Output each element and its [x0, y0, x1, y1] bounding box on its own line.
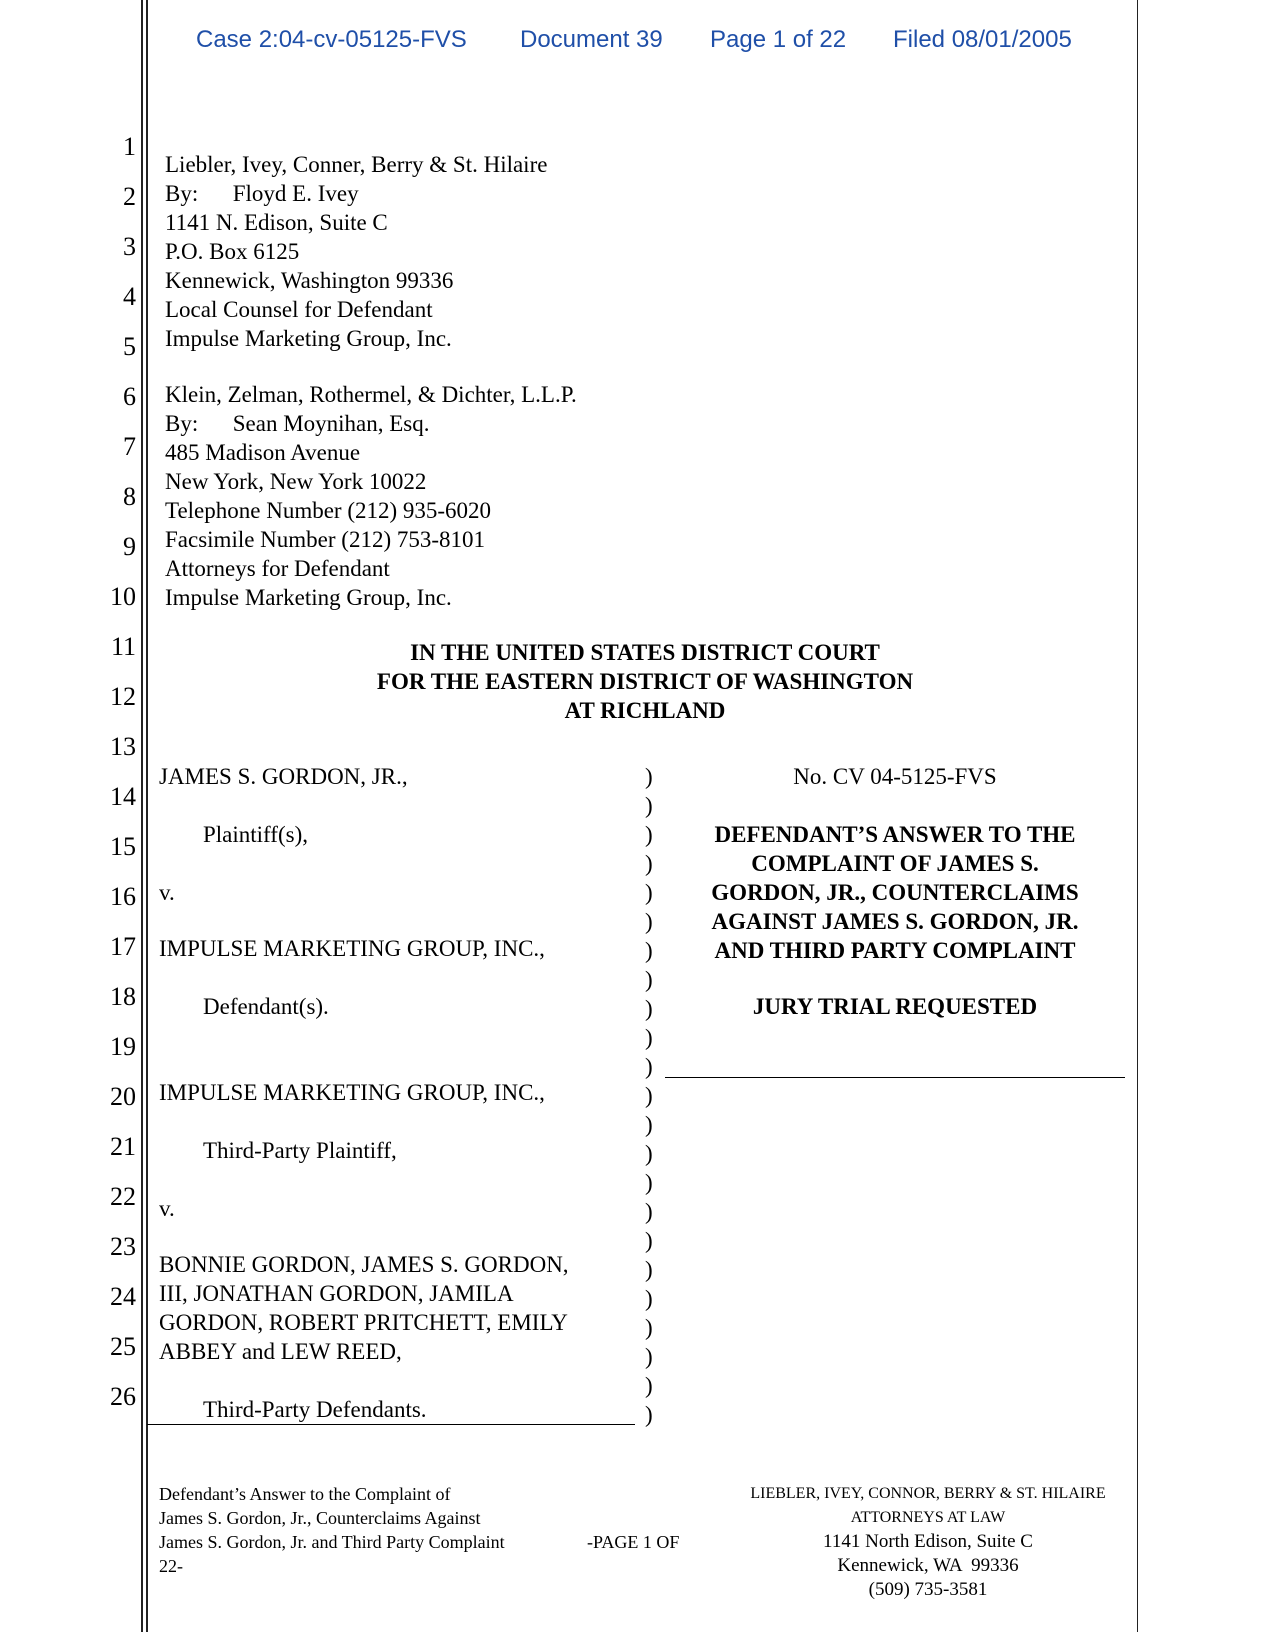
document-title-line: GORDON, JR., COUNTERCLAIMS — [711, 880, 1079, 905]
line-number: 2 — [123, 182, 136, 211]
third-party-defendants-line: III, JONATHAN GORDON, JAMILA — [159, 1281, 514, 1306]
footer-firm-city: Kennewick, WA 99336 — [837, 1555, 1019, 1576]
versus-1: v. — [159, 880, 175, 905]
footer-firm-phone: (509) 735-3581 — [868, 1579, 988, 1600]
caption-paren: ) — [645, 1373, 653, 1398]
right-margin-rule — [1137, 0, 1138, 1632]
caption-paren: ) — [645, 909, 653, 934]
footer-left-line: Defendant’s Answer to the Complaint of — [159, 1484, 451, 1504]
title-bottom-rule — [665, 1077, 1125, 1078]
caption-paren: ) — [645, 938, 653, 963]
caption-bottom-rule — [147, 1424, 635, 1425]
line-number: 1 — [123, 132, 136, 161]
court-district: FOR THE EASTERN DISTRICT OF WASHINGTON — [376, 669, 914, 694]
caption-paren: ) — [645, 1199, 653, 1224]
counsel-client: Impulse Marketing Group, Inc. — [165, 585, 452, 610]
document-title — [665, 820, 1125, 965]
court-heading — [345, 638, 945, 725]
line-number: 4 — [123, 282, 136, 311]
caption-paren: ) — [645, 851, 653, 876]
document-title-line: COMPLAINT OF JAMES S. — [751, 851, 1039, 876]
footer-firm-info — [728, 1482, 1128, 1602]
counsel-firm: Klein, Zelman, Rothermel, & Dichter, L.L.P. — [165, 382, 577, 407]
case-number: No. CV 04-5125-FVS — [793, 764, 997, 789]
caption-paren: ) — [645, 764, 653, 789]
line-number: 8 — [123, 482, 136, 511]
line-number: 13 — [110, 732, 136, 761]
caption-paren: ) — [645, 822, 653, 847]
counsel-city: Kennewick, Washington 99336 — [165, 268, 454, 293]
line-number: 16 — [110, 882, 136, 911]
line-number: 6 — [123, 382, 136, 411]
plaintiff-role: Plaintiff(s), — [203, 822, 308, 847]
line-number: 21 — [110, 1132, 136, 1161]
defendant-role: Defendant(s). — [203, 994, 329, 1019]
line-number: 19 — [110, 1032, 136, 1061]
third-party-defendants-role: Third-Party Defendants. — [203, 1397, 427, 1422]
caption-paren: ) — [645, 1112, 653, 1137]
caption-paren: ) — [645, 1170, 653, 1195]
document-number-stamp: Document 39 — [520, 26, 663, 53]
counsel-firm: Liebler, Ivey, Conner, Berry & St. Hilaire — [165, 152, 548, 177]
counsel-city: New York, New York 10022 — [165, 469, 427, 494]
footer-left-line: James S. Gordon, Jr., Counterclaims Against — [159, 1508, 481, 1528]
third-party-plaintiff-role: Third-Party Plaintiff, — [203, 1138, 397, 1163]
caption-paren: ) — [645, 1402, 653, 1427]
footer-left-line: 22- — [159, 1556, 183, 1576]
counsel-client: Impulse Marketing Group, Inc. — [165, 326, 452, 351]
line-number: 18 — [110, 982, 136, 1011]
caption-paren: ) — [645, 1286, 653, 1311]
defendant-name: IMPULSE MARKETING GROUP, INC., — [159, 936, 545, 961]
footer-page-number: -PAGE 1 OF — [587, 1532, 680, 1552]
counsel-role: Local Counsel for Defendant — [165, 297, 433, 322]
page-stamp: Page 1 of 22 — [710, 26, 847, 53]
line-number: 17 — [110, 932, 136, 961]
line-number: 15 — [110, 832, 136, 861]
footer-firm-tagline: ATTORNEYS AT LAW — [850, 1509, 1006, 1526]
line-number: 25 — [110, 1332, 136, 1361]
document-title-line: AND THIRD PARTY COMPLAINT — [714, 938, 1076, 963]
line-number: 10 — [110, 582, 136, 611]
counsel-address: 1141 N. Edison, Suite C — [165, 210, 388, 235]
line-number: 20 — [110, 1082, 136, 1111]
caption-paren: ) — [645, 967, 653, 992]
third-party-defendants-line: BONNIE GORDON, JAMES S. GORDON, — [159, 1252, 569, 1277]
caption-paren: ) — [645, 1228, 653, 1253]
third-party-defendants-line: ABBEY and LEW REED, — [159, 1339, 402, 1364]
caption-paren: ) — [645, 1257, 653, 1282]
versus-2: v. — [159, 1196, 175, 1221]
counsel-attorney: By: Floyd E. Ivey — [165, 181, 359, 206]
caption-paren: ) — [645, 1315, 653, 1340]
left-margin-rule-inner — [146, 0, 148, 1632]
counsel-attorney: By: Sean Moynihan, Esq. — [165, 411, 430, 436]
court-name: IN THE UNITED STATES DISTRICT COURT — [410, 640, 880, 665]
caption-paren: ) — [645, 1025, 653, 1050]
line-number: 23 — [110, 1232, 136, 1261]
footer-firm-name: LIEBLER, IVEY, CONNOR, BERRY & ST. HILAIRE — [750, 1485, 1106, 1502]
line-number: 7 — [123, 432, 136, 461]
footer-firm-address: 1141 North Edison, Suite C — [823, 1531, 1033, 1552]
third-party-plaintiff-name: IMPULSE MARKETING GROUP, INC., — [159, 1080, 545, 1105]
line-number: 9 — [123, 532, 136, 561]
left-margin-rule-outer — [141, 0, 143, 1632]
caption-paren: ) — [645, 1344, 653, 1369]
counsel-role: Attorneys for Defendant — [165, 556, 390, 581]
jury-trial-requested: JURY TRIAL REQUESTED — [752, 994, 1038, 1019]
caption-paren: ) — [645, 1141, 653, 1166]
line-number: 5 — [123, 332, 136, 361]
footer-left-line: James S. Gordon, Jr. and Third Party Complaint — [159, 1532, 505, 1552]
counsel-facsimile: Facsimile Number (212) 753-8101 — [165, 527, 486, 552]
line-number: 14 — [110, 782, 136, 811]
line-number: 11 — [110, 632, 136, 661]
line-number: 24 — [110, 1282, 136, 1311]
line-number: 3 — [123, 232, 136, 261]
counsel-po-box: P.O. Box 6125 — [165, 239, 300, 264]
document-title-line: AGAINST JAMES S. GORDON, JR. — [711, 909, 1079, 934]
caption-paren: ) — [645, 1083, 653, 1108]
counsel-telephone: Telephone Number (212) 935-6020 — [165, 498, 492, 523]
line-number: 12 — [110, 682, 136, 711]
caption-paren: ) — [645, 793, 653, 818]
plaintiff-name: JAMES S. GORDON, JR., — [159, 764, 408, 789]
counsel-address: 485 Madison Avenue — [165, 440, 361, 465]
document-title-line: DEFENDANT’S ANSWER TO THE — [714, 822, 1076, 847]
line-number: 22 — [110, 1182, 136, 1211]
caption-paren: ) — [645, 880, 653, 905]
line-number: 26 — [110, 1382, 136, 1411]
caption-paren: ) — [645, 1054, 653, 1079]
filed-date-stamp: Filed 08/01/2005 — [893, 26, 1072, 53]
caption-paren: ) — [645, 996, 653, 1021]
case-number-stamp: Case 2:04-cv-05125-FVS — [196, 26, 467, 53]
third-party-defendants-line: GORDON, ROBERT PRITCHETT, EMILY — [159, 1310, 568, 1335]
court-location: AT RICHLAND — [564, 698, 726, 723]
